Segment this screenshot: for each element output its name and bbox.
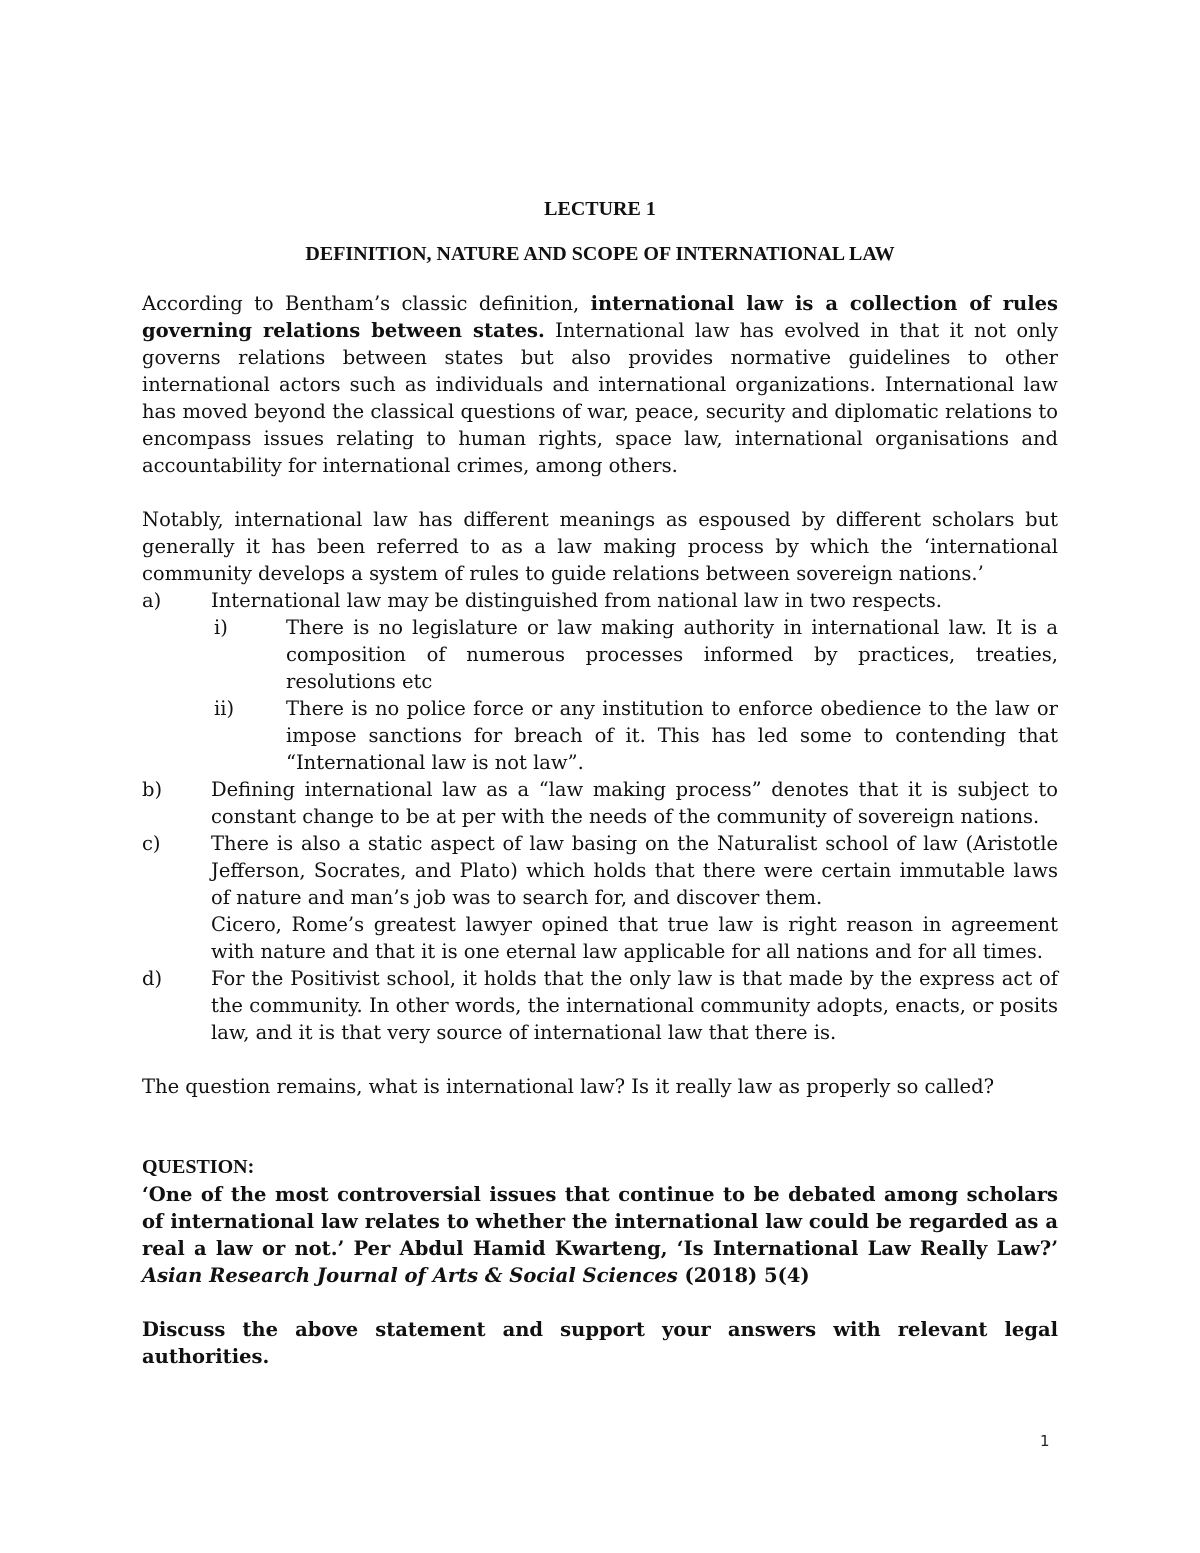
list-item-a [142, 587, 1058, 614]
sub-text: There is no police force or any institution to enforce obedience to the law or impose sanctions for breach of it. This has led some to contending that “International law is not law”. [286, 697, 1058, 774]
lecture-heading: LECTURE 1 [544, 198, 656, 220]
list-item-d [142, 965, 1058, 1046]
sub-text: There is no legislature or law making authority in international law. It is a composition of numerous processes informed by practices, treaties, resolutions etc [286, 616, 1058, 693]
notably-paragraph: Notably, international law has different meanings as espoused by different scholars but generally it has been referred to as a law making process by which the ‘international community develops a system of rules to guide relations between sovereign nations.’ [142, 508, 1058, 585]
question-remains: The question remains, what is international law? Is it really law as properly so called? [142, 1075, 995, 1098]
intro-rest: International law has evolved in that it not only governs relations between states but also provides normative guidelines to other international actors such as individuals and international organizations. International law has moved beyond the classical questions of war, peace, security and diplomatic relations to encompass issues relating to human rights, space law, international organisations and accountability for international crimes, among others. [142, 319, 1058, 477]
list-text: For the Positivist school, it holds that the only law is that made by the express act of the community. In other words, the international community adopts, enacts, or posits law, and it is that very source of international law that there is. [211, 967, 1058, 1044]
list-text: International law may be distinguished from national law in two respects. [211, 589, 942, 612]
citation: (2018) 5(4) [677, 1264, 810, 1287]
question-instruction: Discuss the above statement and support your answers with relevant legal authorities. [142, 1318, 1058, 1368]
sub-marker: i) [214, 616, 228, 639]
document-page [142, 196, 1058, 1370]
page-title: DEFINITION, NATURE AND SCOPE OF INTERNATIONAL LAW [305, 243, 895, 265]
question-quote [142, 1181, 1058, 1289]
list-item-b [142, 776, 1058, 830]
sub-marker: ii) [214, 697, 235, 720]
list-marker: c) [142, 832, 161, 855]
intro-paragraph [142, 290, 1058, 479]
list-marker: b) [142, 778, 163, 801]
intro-definition: international law is a collection of rules governing relations between states. [142, 292, 1059, 342]
question-label: QUESTION: [142, 1156, 255, 1178]
list-text: There is also a static aspect of law basing on the Naturalist school of law (Aristotle Jefferson, Socrates, and Plato) which holds that there were certain immutable laws of nature and man’s job was to search for, and discover them. [211, 832, 1058, 909]
list-item-c [142, 830, 1058, 965]
list-text-extra: Cicero, Rome’s greatest lawyer opined that true law is right reason in agreement with nature and that it is one eternal law applicable for all nations and for all times. [211, 913, 1058, 963]
list-marker: d) [142, 967, 163, 990]
list-marker: a) [142, 589, 162, 612]
sub-list [142, 614, 1058, 776]
journal-title: Asian Research Journal of Arts & Social Sciences [142, 1264, 678, 1287]
points-list [142, 587, 1058, 1046]
sub-item-ii [214, 695, 1058, 776]
sub-item-i [214, 614, 1058, 695]
quote-text: ‘One of the most controversial issues that continue to be debated among scholars of international law relates to whether the international law could be regarded as a real a law or not.’ Per Abdul Hamid Kwarteng, ‘Is International Law Really Law?’ [142, 1183, 1058, 1260]
list-text: Defining international law as a “law making process” denotes that it is subject to constant change to be at per with the needs of the community of sovereign nations. [211, 778, 1058, 828]
page-number: 1 [1040, 1432, 1050, 1450]
intro-lead: According to Bentham’s classic definition, [142, 292, 591, 315]
